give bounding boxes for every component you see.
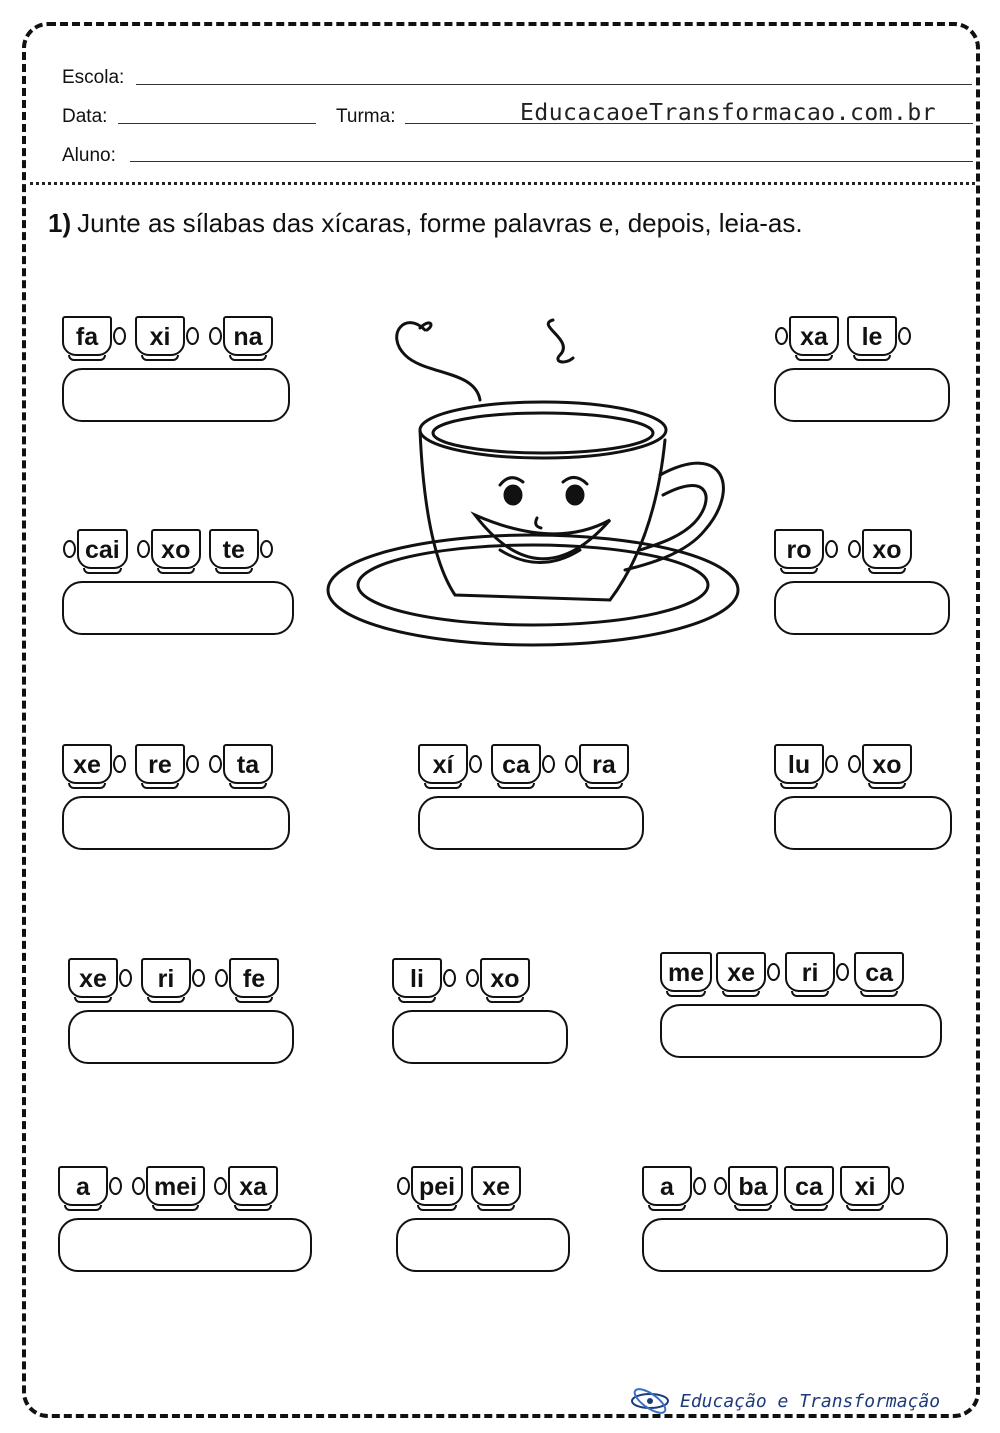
syllable-cup (471, 1166, 521, 1206)
syllable-cup (713, 1166, 778, 1206)
cup-handle-icon (848, 540, 861, 558)
answer-box[interactable] (62, 796, 290, 850)
syllable-cup (774, 529, 839, 569)
cup-handle-icon (693, 1177, 706, 1195)
syllable-cup (392, 958, 457, 998)
cup-handle-icon (848, 755, 861, 773)
cup-handle-icon (825, 540, 838, 558)
cup-handle-icon (825, 755, 838, 773)
syllable-cup (660, 952, 712, 992)
cup-row (660, 938, 942, 992)
answer-box[interactable] (58, 1218, 312, 1272)
escola-label: Escola: (62, 67, 125, 88)
orbit-logo-icon (628, 1386, 672, 1416)
syllable-text: li (392, 958, 442, 998)
instruction-text: Junte as sílabas das xícaras, forme palavras e, depois, leia-as. (77, 208, 803, 238)
cup-handle-icon (119, 969, 132, 987)
cup-row (642, 1152, 948, 1206)
footer-brand-text: Educação e Transformação (680, 1390, 941, 1412)
word-group-7 (774, 730, 952, 850)
turma-label: Turma: (336, 106, 396, 127)
syllable-cup (784, 1166, 834, 1206)
cup-handle-icon (898, 327, 911, 345)
word-group-4 (774, 515, 950, 635)
cup-handle-icon (113, 755, 126, 773)
cup-handle-icon (192, 969, 205, 987)
header-separator (30, 182, 975, 185)
cup-row (58, 1152, 312, 1206)
syllable-text: ri (785, 952, 835, 992)
syllable-cup (847, 529, 912, 569)
syllable-text: ro (774, 529, 824, 569)
syllable-text: ca (491, 744, 541, 784)
syllable-text: xa (789, 316, 839, 356)
syllable-cup (136, 529, 201, 569)
word-group-5 (62, 730, 290, 850)
data-label: Data: (62, 106, 108, 127)
word-group-13 (642, 1152, 948, 1272)
syllable-cup (847, 316, 912, 356)
syllable-cup (58, 1166, 123, 1206)
word-group-6 (418, 730, 644, 850)
cup-row (418, 730, 644, 784)
syllable-text: xí (418, 744, 468, 784)
syllable-text: fe (229, 958, 279, 998)
syllable-cup (62, 744, 127, 784)
answer-box[interactable] (642, 1218, 948, 1272)
syllable-cup (642, 1166, 707, 1206)
cup-handle-icon (891, 1177, 904, 1195)
cup-handle-icon (397, 1177, 410, 1195)
cup-handle-icon (186, 327, 199, 345)
footer-brand (628, 1386, 940, 1416)
syllable-text: le (847, 316, 897, 356)
syllable-text: xe (716, 952, 766, 992)
cup-row (774, 302, 950, 356)
cup-row (774, 730, 952, 784)
syllable-text: ra (579, 744, 629, 784)
word-group-9 (392, 944, 568, 1064)
syllable-text: ta (223, 744, 273, 784)
syllable-cup (209, 529, 274, 569)
syllable-text: xe (471, 1166, 521, 1206)
syllable-cup (716, 952, 781, 992)
syllable-text: a (58, 1166, 108, 1206)
aluno-label: Aluno: (62, 145, 116, 166)
word-group-8 (68, 944, 294, 1064)
cup-row (396, 1152, 570, 1206)
syllable-cup (774, 744, 839, 784)
smiling-cup-illustration (325, 300, 745, 660)
word-group-11 (58, 1152, 312, 1272)
syllable-text: mei (146, 1166, 205, 1206)
cup-handle-icon (714, 1177, 727, 1195)
syllable-text: xe (68, 958, 118, 998)
cup-handle-icon (113, 327, 126, 345)
syllable-text: xe (62, 744, 112, 784)
syllable-cup (465, 958, 530, 998)
cup-handle-icon (209, 755, 222, 773)
cup-handle-icon (214, 1177, 227, 1195)
answer-box[interactable] (68, 1010, 294, 1064)
syllable-text: xo (862, 744, 912, 784)
cup-row (774, 515, 950, 569)
syllable-text: fa (62, 316, 112, 356)
syllable-text: lu (774, 744, 824, 784)
site-watermark: EducacaoeTransformacao.com.br (520, 100, 937, 126)
cup-handle-icon (565, 755, 578, 773)
syllable-cup (214, 958, 279, 998)
syllable-text: na (223, 316, 273, 356)
cup-handle-icon (443, 969, 456, 987)
cup-row (62, 730, 290, 784)
instruction-number: 1) (48, 208, 72, 238)
cup-handle-icon (186, 755, 199, 773)
syllable-cup (491, 744, 556, 784)
cup-handle-icon (215, 969, 228, 987)
syllable-cup (396, 1166, 463, 1206)
cup-handle-icon (775, 327, 788, 345)
cup-handle-icon (767, 963, 780, 981)
syllable-cup (208, 316, 273, 356)
syllable-cup (62, 529, 128, 569)
answer-box[interactable] (396, 1218, 570, 1272)
syllable-text: me (660, 952, 712, 992)
cup-handle-icon (137, 540, 150, 558)
answer-box[interactable] (660, 1004, 942, 1058)
syllable-cup (854, 952, 904, 992)
syllable-cup (62, 316, 127, 356)
word-group-1 (62, 302, 290, 422)
cup-row (62, 302, 290, 356)
answer-box[interactable] (418, 796, 644, 850)
cup-handle-icon (132, 1177, 145, 1195)
syllable-cup (135, 744, 200, 784)
cup-handle-icon (109, 1177, 122, 1195)
cup-handle-icon (836, 963, 849, 981)
answer-box[interactable] (62, 368, 290, 422)
syllable-text: te (209, 529, 259, 569)
syllable-cup (131, 1166, 205, 1206)
cup-handle-icon (209, 327, 222, 345)
cup-handle-icon (260, 540, 273, 558)
syllable-text: xo (480, 958, 530, 998)
syllable-text: xo (862, 529, 912, 569)
syllable-text: xo (151, 529, 201, 569)
cup-handle-icon (542, 755, 555, 773)
syllable-cup (135, 316, 200, 356)
syllable-text: xa (228, 1166, 278, 1206)
word-group-3 (62, 515, 294, 635)
data-field[interactable] (118, 123, 316, 124)
cup-row (392, 944, 568, 998)
syllable-cup (847, 744, 912, 784)
syllable-cup (840, 1166, 905, 1206)
answer-box[interactable] (62, 581, 294, 635)
syllable-cup (774, 316, 839, 356)
cup-handle-icon (466, 969, 479, 987)
answer-box[interactable] (774, 796, 952, 850)
syllable-text: ca (854, 952, 904, 992)
cup-handle-icon (469, 755, 482, 773)
syllable-text: cai (77, 529, 128, 569)
syllable-text: pei (411, 1166, 463, 1206)
syllable-text: xi (840, 1166, 890, 1206)
answer-box[interactable] (774, 581, 950, 635)
syllable-text: re (135, 744, 185, 784)
syllable-text: a (642, 1166, 692, 1206)
word-group-12 (396, 1152, 570, 1272)
answer-box[interactable] (392, 1010, 568, 1064)
aluno-field[interactable] (130, 161, 973, 162)
syllable-cup (418, 744, 483, 784)
syllable-text: xi (135, 316, 185, 356)
syllable-cup (141, 958, 206, 998)
instruction (48, 208, 803, 239)
escola-field[interactable] (136, 84, 972, 85)
syllable-text: ca (784, 1166, 834, 1206)
word-group-2 (774, 302, 950, 422)
cup-row (68, 944, 294, 998)
answer-box[interactable] (774, 368, 950, 422)
syllable-cup (564, 744, 629, 784)
word-group-10 (660, 938, 942, 1058)
syllable-text: ri (141, 958, 191, 998)
syllable-text: ba (728, 1166, 778, 1206)
syllable-cup (213, 1166, 278, 1206)
syllable-cup (208, 744, 273, 784)
cup-row (62, 515, 294, 569)
syllable-cup (785, 952, 850, 992)
syllable-cup (68, 958, 133, 998)
cup-handle-icon (63, 540, 76, 558)
